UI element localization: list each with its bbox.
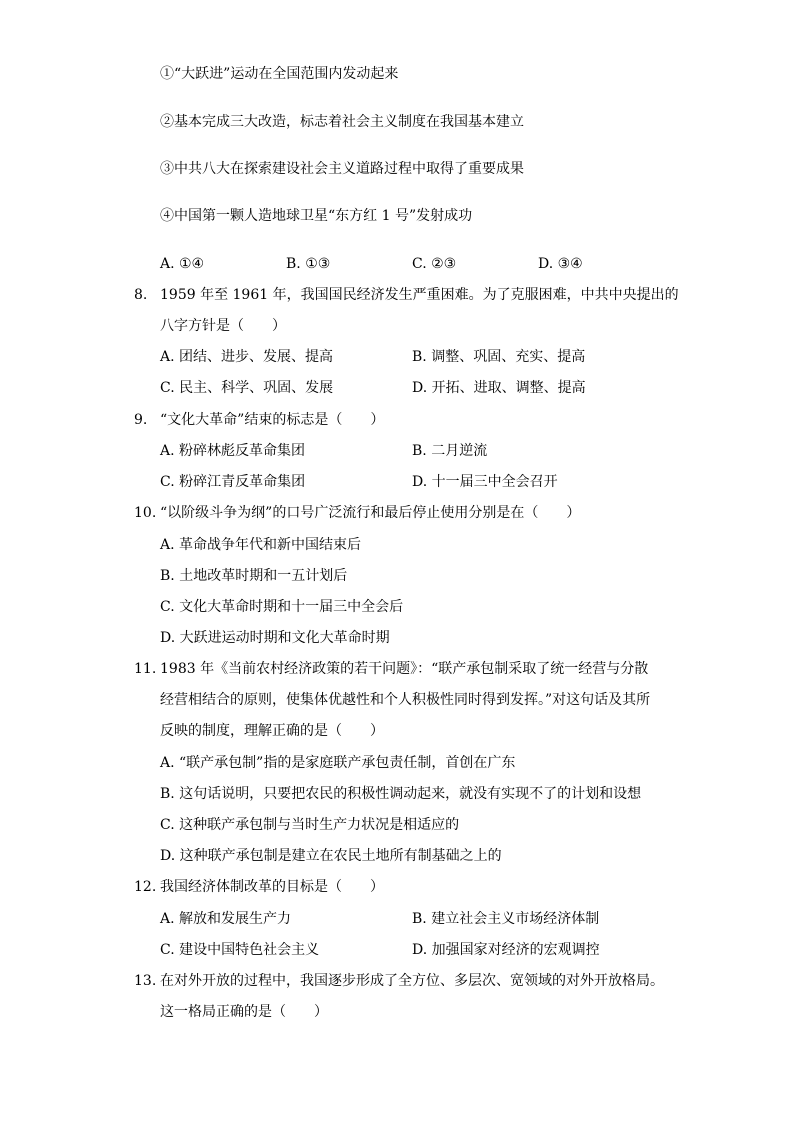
statement-3: ③中共八大在探索建设社会主义道路过程中取得了重要成果 <box>160 161 524 177</box>
question-10-option-b[interactable]: B. 土地改革时期和一五计划后 <box>160 568 348 584</box>
question-13-number: 13. <box>134 973 157 989</box>
q7-option-d[interactable]: D. ③④ <box>538 256 583 272</box>
question-8-option-d[interactable]: D. 开拓、进取、调整、提高 <box>412 380 586 396</box>
statement-4: ④中国第一颗人造地球卫星“东方红 1 号”发射成功 <box>160 208 473 224</box>
q7-option-a[interactable]: A. ①④ <box>160 256 205 272</box>
question-9-option-a[interactable]: A. 粉碎林彪反革命集团 <box>160 443 306 459</box>
question-10-option-a[interactable]: A. 革命战争年代和新中国结束后 <box>160 537 362 553</box>
question-12-option-d[interactable]: D. 加强国家对经济的宏观调控 <box>412 942 600 958</box>
question-12-option-c[interactable]: C. 建设中国特色社会主义 <box>160 942 320 958</box>
question-10-number: 10. <box>134 505 157 521</box>
question-11-option-c[interactable]: C. 这种联产承包制与当时生产力状况是相适应的 <box>160 817 460 833</box>
question-9-option-d[interactable]: D. 十一届三中全会召开 <box>412 474 558 490</box>
question-8-text-line-2: 八字方针是（ ） <box>160 318 286 334</box>
question-8-option-b[interactable]: B. 调整、巩固、充实、提高 <box>412 349 586 365</box>
question-10-text-line-1: “以阶级斗争为纲”的口号广泛流行和最后停止使用分别是在（ ） <box>160 505 581 521</box>
question-12-option-a[interactable]: A. 解放和发展生产力 <box>160 911 292 927</box>
question-11-text-line-3: 反映的制度，理解正确的是（ ） <box>160 723 384 739</box>
question-8-number: 8. <box>134 287 148 303</box>
question-12-option-b[interactable]: B. 建立社会主义市场经济体制 <box>412 911 600 927</box>
question-10-option-d[interactable]: D. 大跃进运动时期和文化大革命时期 <box>160 630 390 646</box>
question-12-number: 12. <box>134 879 157 895</box>
question-11-text-line-2: 经营相结合的原则，使集体优越性和个人积极性同时得到发挥。”对这句话及其所 <box>160 692 651 708</box>
question-8-option-c[interactable]: C. 民主、科学、巩固、发展 <box>160 380 334 396</box>
question-13-text-line-2: 这一格局正确的是（ ） <box>160 1004 328 1020</box>
question-8-text-line-1: 1959 年至 1961 年，我国国民经济发生严重困难。为了克服困难，中共中央提出的 <box>160 287 679 303</box>
question-11-option-d[interactable]: D. 这种联产承包制是建立在农民土地所有制基础之上的 <box>160 848 502 864</box>
question-11-text-line-1: 1983 年《当前农村经济政策的若干问题》：“联产承包制采取了统一经营与分散 <box>160 661 649 677</box>
statement-2: ②基本完成三大改造，标志着社会主义制度在我国基本建立 <box>160 114 524 130</box>
question-8-option-a[interactable]: A. 团结、进步、发展、提高 <box>160 349 334 365</box>
question-11-number: 11. <box>134 661 157 677</box>
question-12-text-line-1: 我国经济体制改革的目标是（ ） <box>160 879 384 895</box>
question-9-option-c[interactable]: C. 粉碎江青反革命集团 <box>160 474 306 490</box>
question-9-number: 9. <box>134 412 148 428</box>
question-10-option-c[interactable]: C. 文化大革命时期和十一届三中全会后 <box>160 599 404 615</box>
question-11-option-a[interactable]: A. “联产承包制”指的是家庭联产承包责任制，首创在广东 <box>160 755 516 771</box>
q7-option-c[interactable]: C. ②③ <box>412 256 457 272</box>
question-9-option-b[interactable]: B. 二月逆流 <box>412 443 488 459</box>
question-13-text-line-1: 在对外开放的过程中，我国逐步形成了全方位、多层次、宽领域的对外开放格局。 <box>160 973 664 989</box>
question-9-text-line-1: “文化大革命”结束的标志是（ ） <box>160 412 385 428</box>
q7-option-b[interactable]: B. ①③ <box>286 256 331 272</box>
statement-1: ①“大跃进”运动在全国范围内发动起来 <box>160 66 399 82</box>
question-11-option-b[interactable]: B. 这句话说明，只要把农民的积极性调动起来，就没有实现不了的计划和设想 <box>160 786 642 802</box>
